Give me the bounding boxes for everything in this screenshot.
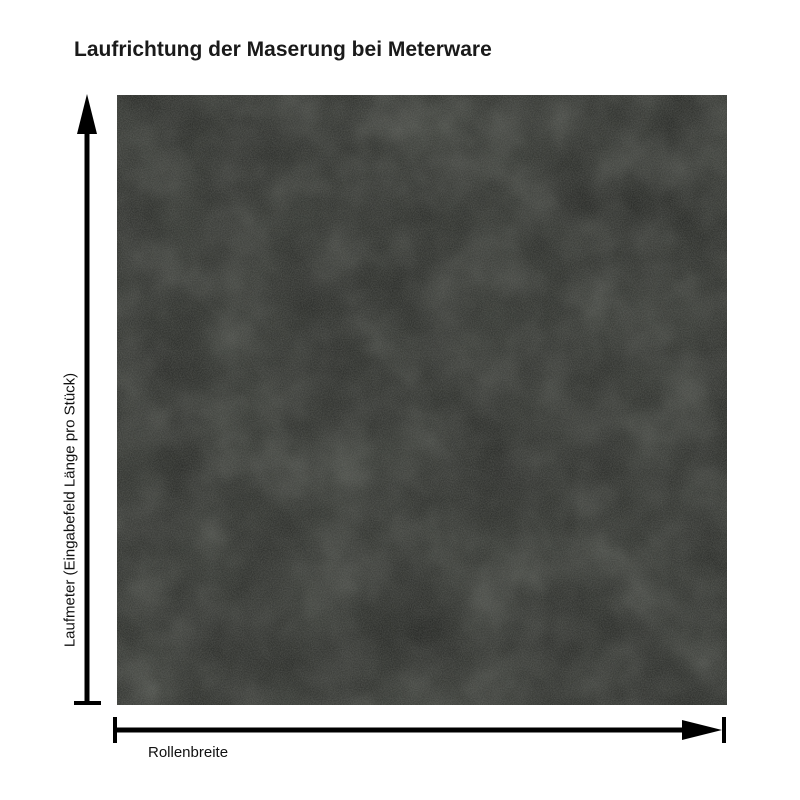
- arrow-right-icon: [115, 717, 724, 743]
- horizontal-dimension-label: Rollenbreite: [148, 744, 229, 761]
- page-title: Laufrichtung der Maserung bei Meterware: [74, 38, 492, 61]
- vertical-dimension-label: Laufmeter (Eingabefeld Länge pro Stück): [61, 372, 79, 648]
